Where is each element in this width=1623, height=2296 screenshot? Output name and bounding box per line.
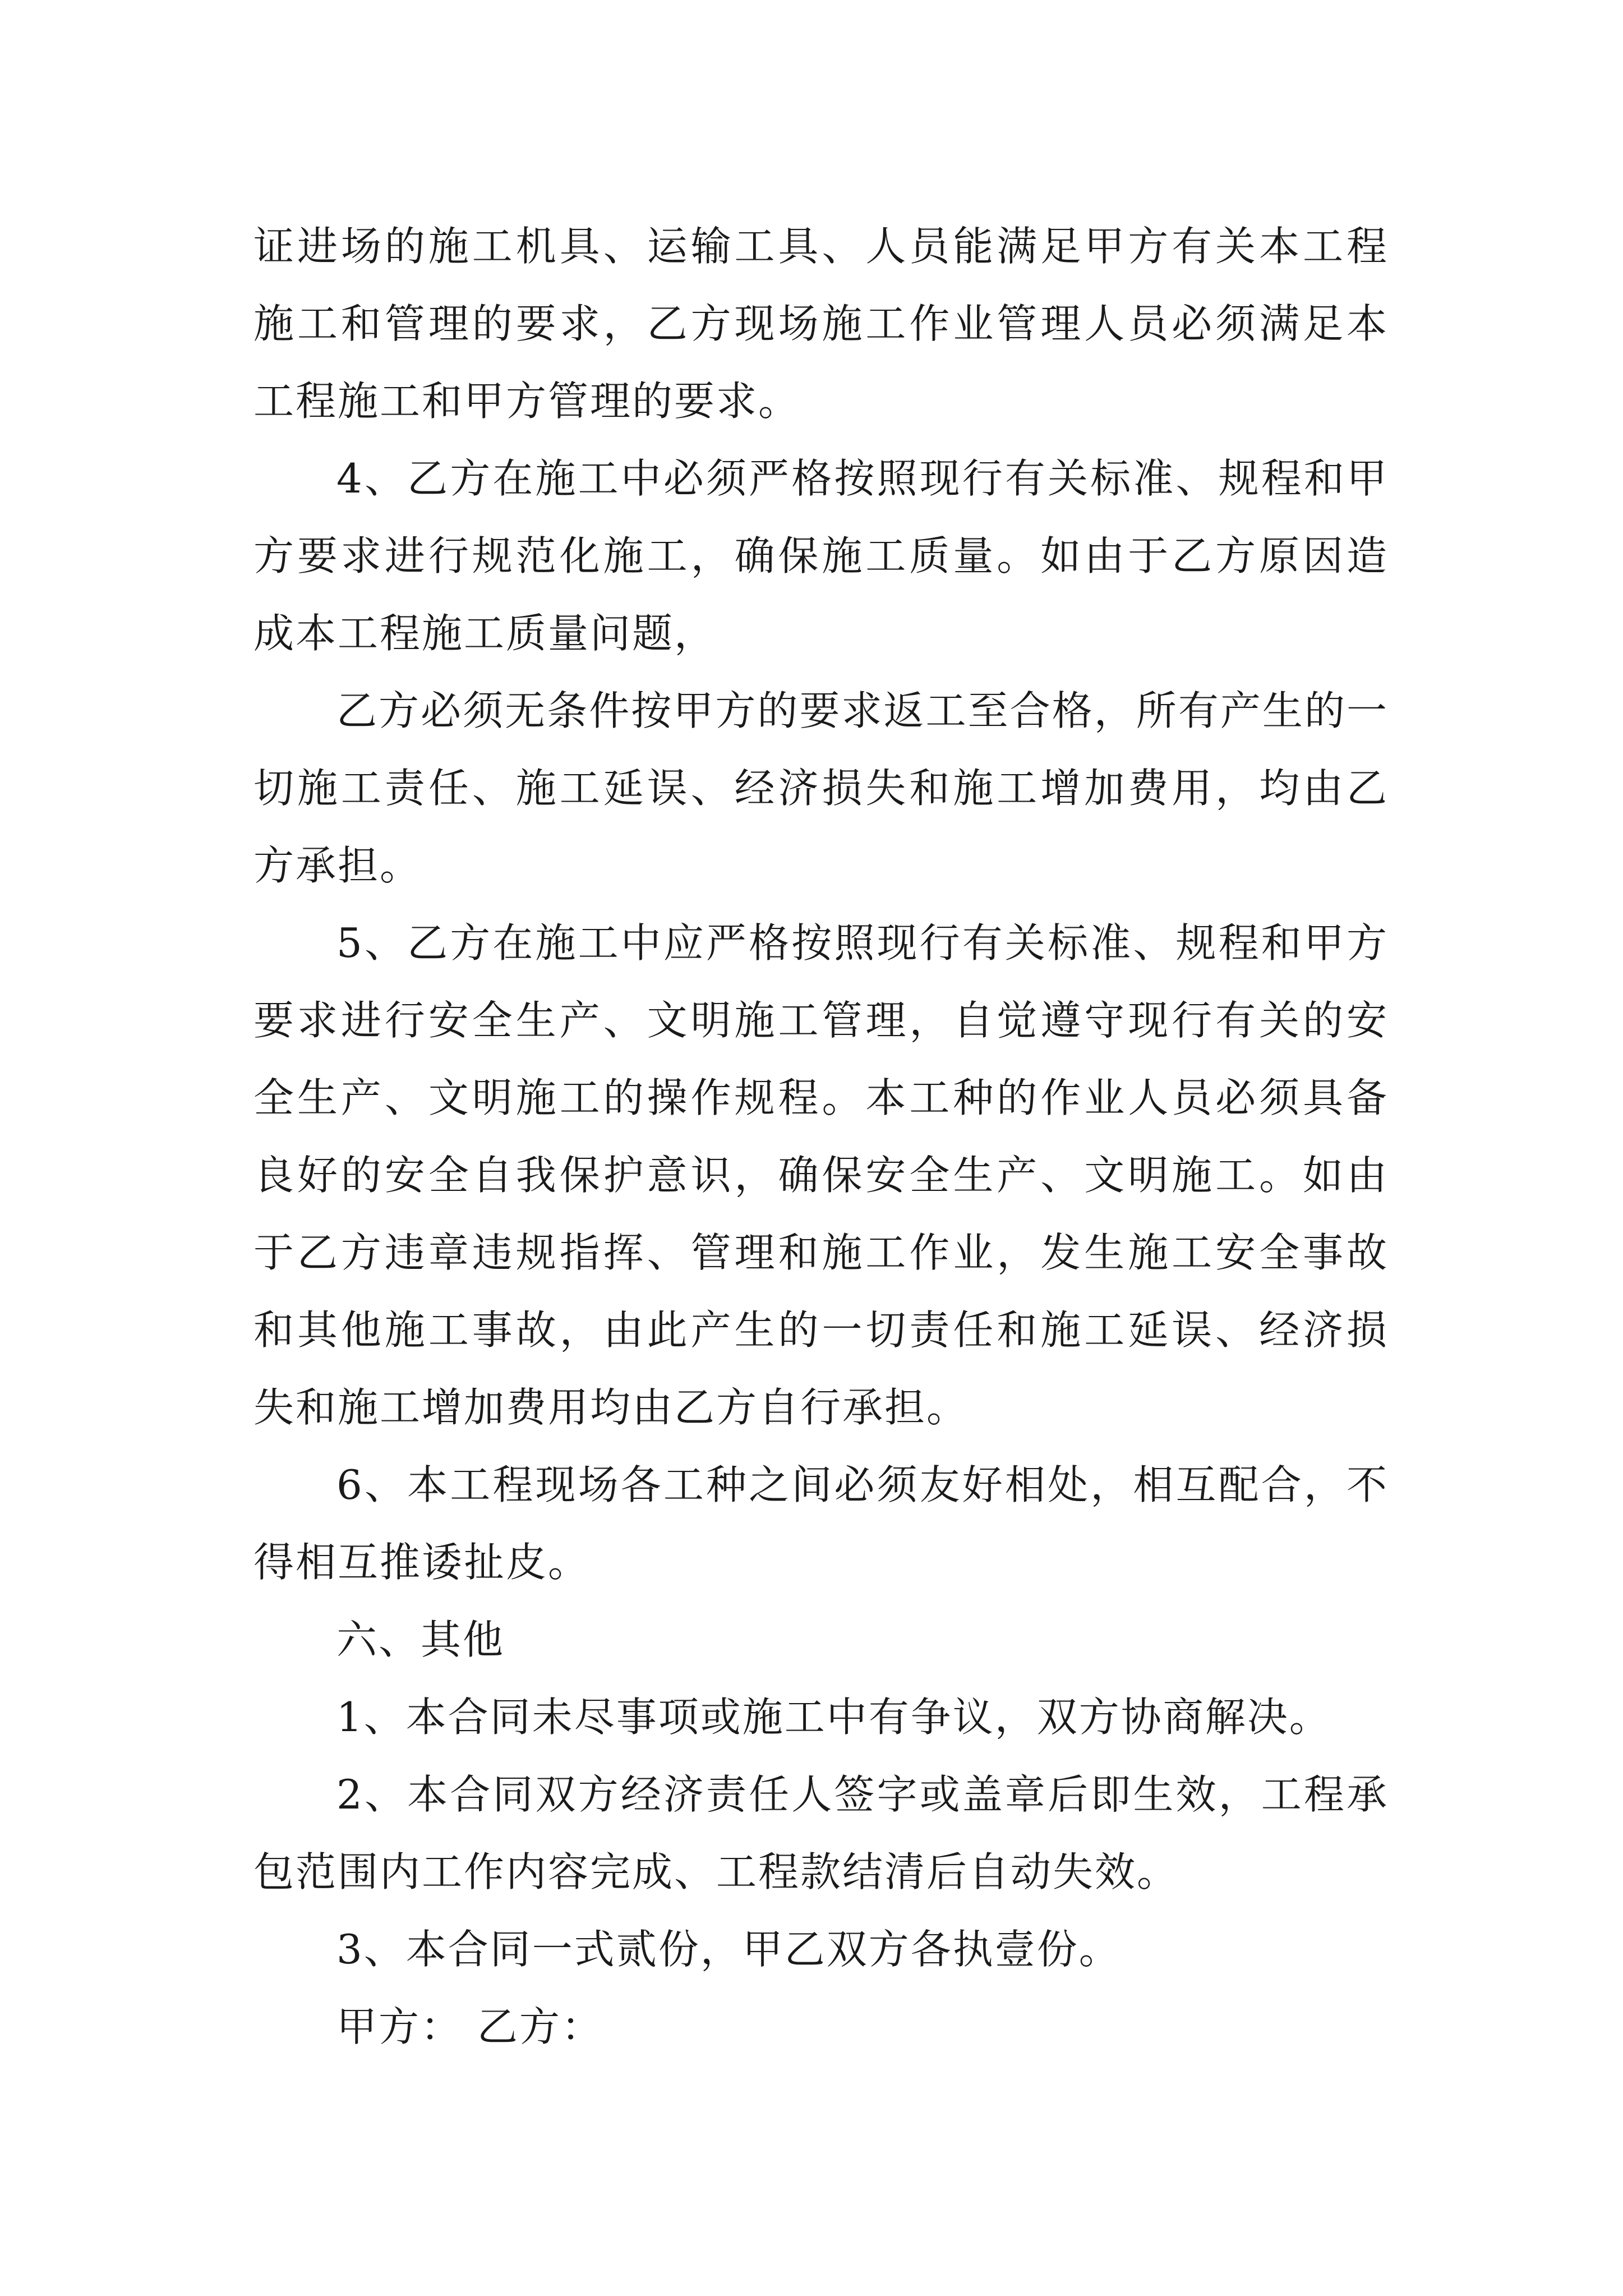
paragraph-clause-4: 4、乙方在施工中必须严格按照现行有关标准、规程和甲方要求进行规范化施工，确保施工质量。如由于乙方原因造成本工程施工质量问题， [253,455,1389,657]
paragraph-rework-liability: 乙方必须无条件按甲方的要求返工至合格，所有产生的一切施工责任、施工延误、经济损失和施工增加费用，均由乙方承担。 [253,687,1389,889]
paragraph-other-2: 2、本合同双方经济责任人签字或盖章后即生效，工程承包范围内工作内容完成、工程款结清后自动失效。 [253,1771,1389,1895]
signature-line: 甲方： 乙方： [336,2003,603,2050]
paragraph-other-1: 1、本合同未尽事项或施工中有争议，双方协商解决。 [336,1694,1331,1741]
paragraph-other-3: 3、本合同一式贰份，甲乙双方各执壹份。 [336,1926,1121,1973]
paragraph-equipment-requirements: 证进场的施工机具、运输工具、人员能满足甲方有关本工程施工和管理的要求，乙方现场施工作业管理人员必须满足本工程施工和甲方管理的要求。 [253,223,1389,425]
section-heading-other: 六、其他 [336,1616,505,1663]
document-body [253,208,1389,2065]
paragraph-clause-6: 6、本工程现场各工种之间必须友好相处，相互配合，不得相互推诿扯皮。 [253,1461,1389,1586]
paragraph-clause-5: 5、乙方在施工中应严格按照现行有关标准、规程和甲方要求进行安全生产、文明施工管理，自觉遵守现行有关的安全生产、文明施工的操作规程。本工种的作业人员必须具备良好的安全自我保护意识，确保安全生产、文明施工。如由于乙方违章违规指挥、管理和施工作业，发生施工安全事故和其他施工事故，由此产生的一切责任和施工延误、经济损失和施工增加费用均由乙方自行承担。 [253,919,1389,1431]
